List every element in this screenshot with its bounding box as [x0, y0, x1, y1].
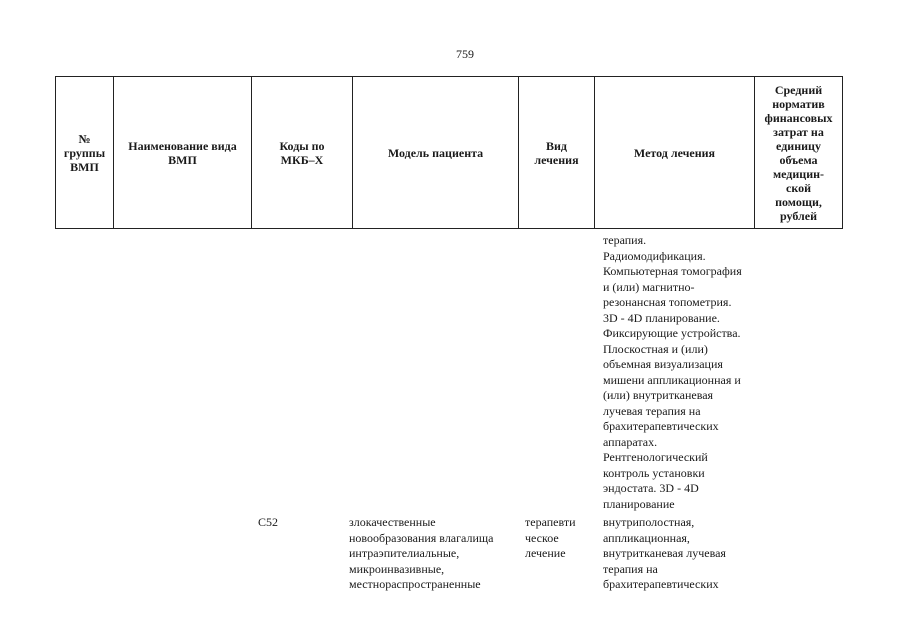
- table-header: [55, 76, 843, 229]
- icd-code-cell: C52: [258, 515, 279, 529]
- header-treatment-type: Вид лечения: [519, 77, 595, 229]
- treatment-method-continued: терапия. Радиомодификация. Компьютерная томография и (или) магнитно- резонансная топометрия. 3D - 4D планирование. Фиксирующие устройства. Плоскостная и (или) объемная визуализация мишени аппликационная и (или) внутритканевая лучевая терапия на брахитерапевтических аппаратах. Рентгенологический контроль установки эндостата. 3D - 4D планирование: [603, 233, 742, 511]
- header-icd-codes: Коды по МКБ–Х: [252, 77, 353, 229]
- header-average-cost: Средний норматив финансовых затрат на единицу объема медицин- ской помощи, рублей: [755, 77, 843, 229]
- treatment-type-cell: терапевти ческое лечение: [525, 515, 576, 560]
- treatment-method-cell: внутриполостная, аппликационная, внутритканевая лучевая терапия на брахитерапевтических: [603, 515, 726, 591]
- patient-model-cell: злокачественные новообразования влагалища интраэпителиальные, микроинвазивные, местнораспространенные: [349, 515, 494, 591]
- header-patient-model: Модель пациента: [353, 77, 519, 229]
- page-number: 759: [456, 47, 474, 61]
- header-treatment-method: Метод лечения: [595, 77, 755, 229]
- header-group-number: № группы ВМП: [56, 77, 114, 229]
- header-vmp-name: Наименование вида ВМП: [114, 77, 252, 229]
